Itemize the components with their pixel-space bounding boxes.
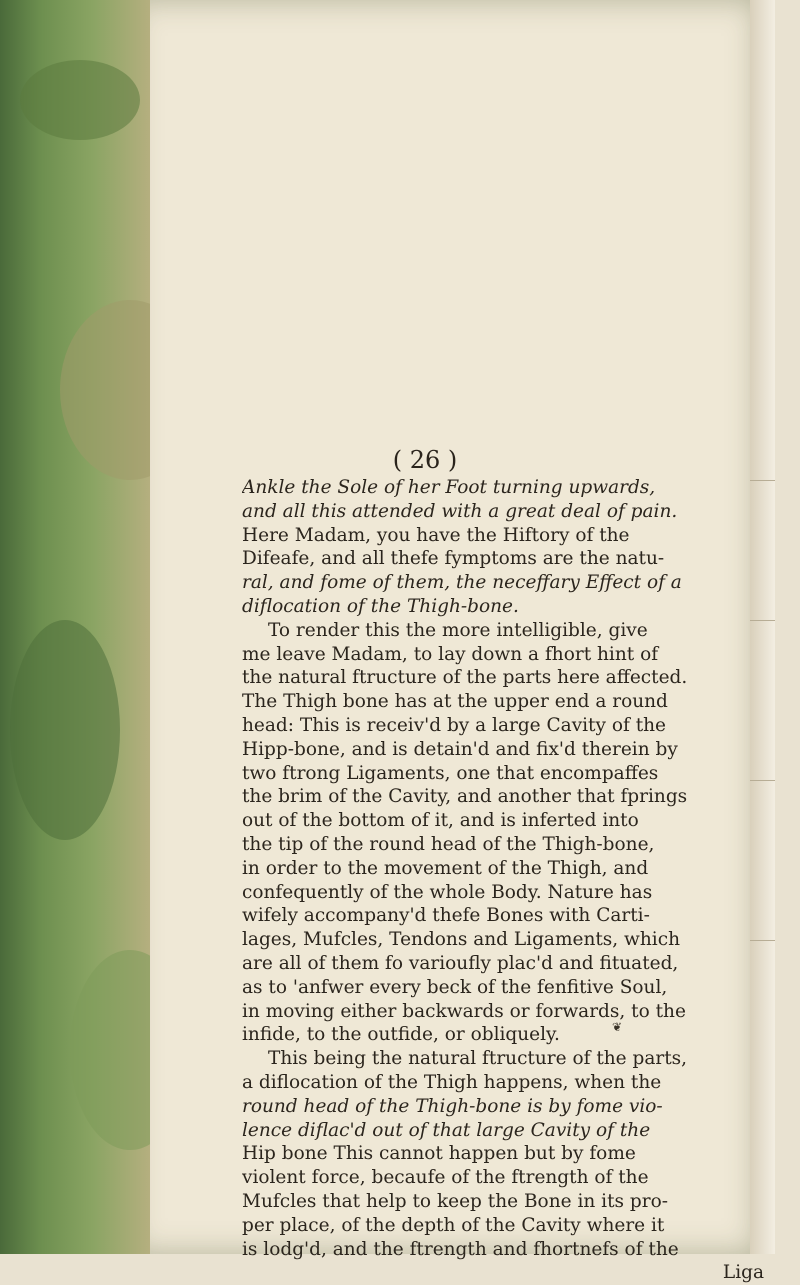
- page-number: ( 26 ): [392, 446, 458, 474]
- text-line: lence diflac'd out of that large Cavity of the: [242, 1119, 651, 1141]
- text-line: confequently of the whole Body. Nature has: [242, 881, 653, 903]
- text-line: lages, Mufcles, Tendons and Ligaments, which: [242, 929, 680, 951]
- text-line: the natural ftructure of the parts here affected.: [242, 667, 688, 689]
- text-line: and all this attended with a great deal of pain.: [242, 500, 678, 522]
- stain: [20, 60, 140, 140]
- text-line: as to 'anfwer every beck of the fenfitive Soul,: [242, 976, 668, 998]
- text-line: violent force, becaufe of the ftrength of the: [242, 1167, 649, 1189]
- stain: [10, 620, 120, 840]
- text-line: in moving either backwards or forwards, to the: [242, 1000, 686, 1022]
- text-line: Hip bone This cannot happen but by fome: [242, 1143, 636, 1165]
- text-line: To render this the more intelligible, give: [268, 619, 648, 641]
- text-line: in order to the movement of the Thigh, and: [242, 857, 649, 879]
- text-line: two ftrong Ligaments, one that encompaffes: [242, 762, 659, 784]
- text-line: Here Madam, you have the Hiftory of the: [242, 524, 630, 546]
- printer-ornament: ❦: [612, 1020, 623, 1034]
- text-line: Ankle the Sole of her Foot turning upwards,: [242, 477, 656, 498]
- text-line: The Thigh bone has at the upper end a round: [242, 691, 668, 713]
- text-line: ral, and fome of them, the neceffary Effect of a: [242, 572, 682, 594]
- catchword: Liga: [722, 1262, 764, 1284]
- text-line: out of the bottom of it, and is inferted into: [242, 810, 639, 832]
- text-line: are all of them fo varioufly plac'd and fituated,: [242, 952, 679, 974]
- body-text: [242, 476, 770, 1285]
- text-line: me leave Madam, to lay down a fhort hint of: [242, 643, 659, 665]
- text-line: round head of the Thigh-bone is by fome vio-: [242, 1095, 663, 1117]
- text-line: head: This is receiv'd by a large Cavity of the: [242, 714, 666, 736]
- text-line: diflocation of the Thigh-bone.: [242, 595, 519, 617]
- text-line: wifely accompany'd thefe Bones with Carti-: [242, 905, 650, 927]
- text-line: infide, to the outfide, or obliquely.: [242, 1024, 560, 1046]
- text-line: Mufcles that help to keep the Bone in its pro-: [242, 1190, 668, 1212]
- text-line: the brim of the Cavity, and another that fprings: [242, 786, 688, 808]
- text-line: This being the natural ftructure of the parts,: [268, 1048, 688, 1070]
- text-line: Hipp-bone, and is detain'd and fix'd therein by: [242, 738, 678, 760]
- text-line: is lodg'd, and the ftrength and fhortnefs of the: [242, 1238, 679, 1260]
- text-line: a diflocation of the Thigh happens, when the: [242, 1071, 662, 1093]
- text-line: Difeafe, and all thefe fymptoms are the natu-: [242, 548, 665, 570]
- text-line: the tip of the round head of the Thigh-bone,: [242, 833, 655, 855]
- text-line: per place, of the depth of the Cavity where it: [242, 1214, 665, 1236]
